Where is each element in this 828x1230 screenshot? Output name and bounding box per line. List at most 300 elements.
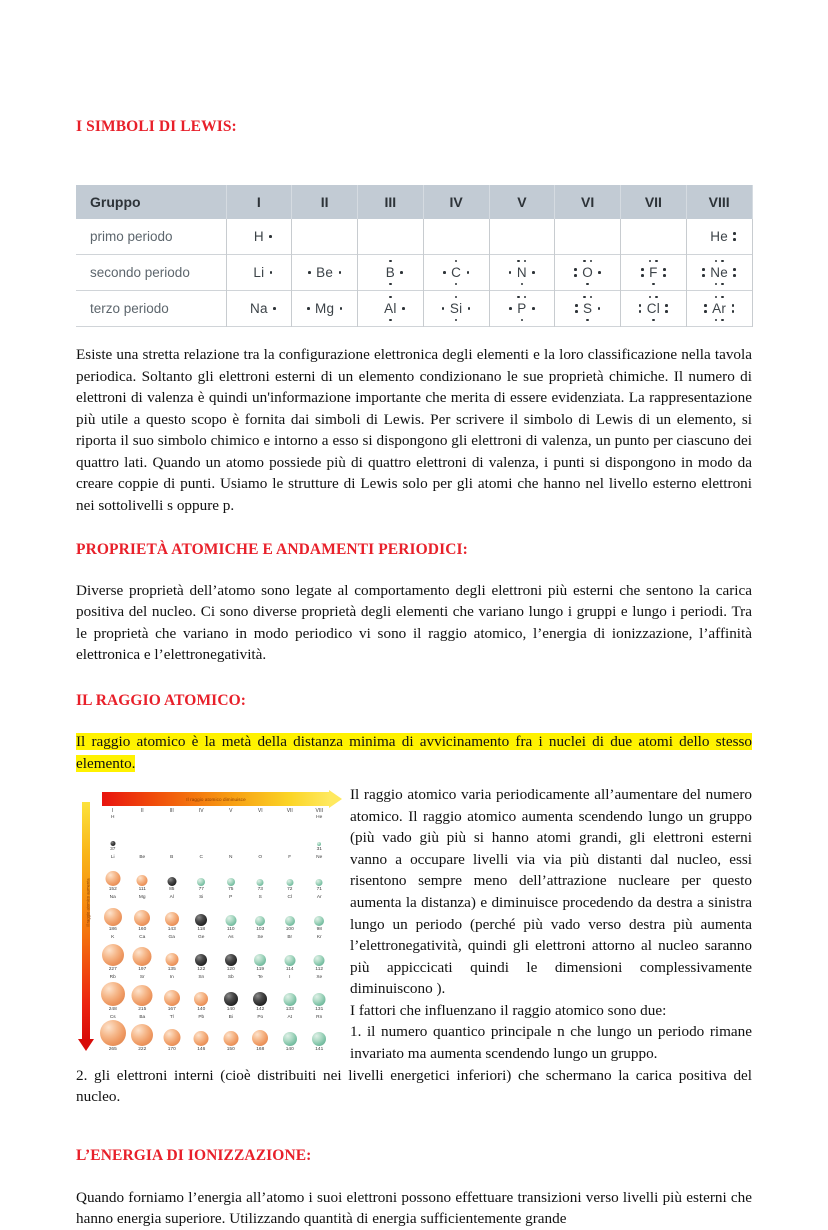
radius-periodic-grid: [98, 808, 334, 1054]
radius-element-symbol: Ga: [168, 935, 175, 941]
radius-sphere-holder: [305, 861, 335, 887]
lewis-cell: [621, 255, 687, 291]
radius-element-symbol: Ne: [316, 855, 323, 861]
radius-sphere: [102, 944, 124, 966]
radius-element-cell: [98, 895, 128, 934]
radius-sphere: [167, 877, 176, 886]
radius-sphere: [227, 878, 235, 886]
valence-electron-dot: [575, 310, 578, 313]
valence-electron-dot: [655, 296, 658, 299]
radius-sphere: [134, 910, 150, 926]
valence-electron-dot: [598, 307, 601, 310]
valence-electron-dot: [590, 260, 593, 263]
radius-element-cell: [305, 815, 335, 854]
valence-electron-dot: [455, 296, 458, 299]
lewis-cell: [686, 255, 752, 291]
lewis-symbol-h: [245, 223, 273, 251]
valence-electron-dot: [715, 319, 718, 322]
lewis-header-group-II: II: [292, 185, 358, 219]
radius-element-symbol: At: [287, 1015, 293, 1021]
section-title-radius: IL RAGGIO ATOMICO:: [76, 691, 247, 709]
radius-element-cell: [246, 975, 276, 1014]
lewis-symbol-mg: [306, 295, 343, 323]
radius-sphere: [285, 916, 295, 926]
radius-element-symbol: Cs: [109, 1015, 116, 1021]
radius-sphere: [283, 993, 296, 1006]
paragraph-radius-body-4: 2. gli elettroni interni (cioè distribuiti nei livelli energetici inferiori) che schermano la carica positiva del nucleo.: [76, 1066, 752, 1106]
valence-electron-dot: [307, 307, 310, 310]
valence-electron-dot: [583, 296, 586, 299]
radius-element-cell: [216, 975, 246, 1014]
lewis-cell: [423, 291, 489, 327]
radius-value: 133: [285, 1007, 294, 1013]
radius-sphere-holder: [187, 941, 217, 967]
valence-electron-dot: [704, 304, 707, 307]
radius-sphere-holder: [157, 861, 187, 887]
lewis-cell: [292, 291, 358, 327]
radius-element-cell: [187, 815, 217, 854]
valence-electron-dot: [583, 260, 586, 263]
radius-grid-row: [98, 815, 334, 854]
lewis-symbol-li: [244, 259, 273, 287]
paragraph-radius-body-3: 1. il numero quantico principale n che lungo un periodo rimane invariato ma aumenta scendendo lungo un gruppo.: [350, 1023, 752, 1063]
lewis-header-gruppo: Gruppo: [76, 185, 226, 219]
valence-electron-dot: [402, 307, 405, 310]
valence-electron-dot: [715, 283, 718, 286]
element-symbol: Ne: [710, 264, 729, 280]
radius-element-cell: [216, 895, 246, 934]
element-symbol: O: [582, 264, 594, 280]
radius-sphere-holder: [216, 1021, 246, 1047]
radius-increases-label: Il raggio atomico aumenta: [85, 878, 91, 927]
radius-element-cell: [187, 855, 217, 894]
valence-electron-dot: [270, 271, 273, 274]
radius-grid-rows: [98, 815, 334, 1054]
radius-element-symbol: Si: [199, 895, 204, 901]
radius-element-cell: [305, 975, 335, 1014]
lewis-cell: [226, 219, 292, 255]
valence-electron-dot: [721, 296, 724, 299]
radius-group-header: III: [169, 808, 174, 815]
paragraph-properties-body: Diverse proprietà dell’atomo sono legate al comportamento degli elettroni più esterni che sentono la carica positiva del nucleo. Ci sono diverse proprietà degli elementi che variano lungo i gruppi e lungo i periodi. Tra le proprietà che variano in modo periodico vi sono il raggio atomico, l’energia di ionizzazione, l’affinità elettronica e l’elettronegatività.: [76, 581, 752, 664]
radius-value: 265: [108, 1047, 117, 1053]
radius-element-symbol: Sb: [227, 975, 234, 981]
valence-electron-dot: [665, 304, 668, 307]
radius-increases-arrow: [82, 802, 90, 1040]
radius-value: [187, 847, 217, 854]
radius-element-symbol: Sr: [139, 975, 145, 981]
radius-sphere: [316, 879, 323, 886]
radius-value: 75: [228, 887, 234, 893]
radius-value: 197: [138, 967, 147, 973]
radius-element-symbol: Pb: [198, 1015, 205, 1021]
lewis-table-row: [76, 291, 752, 327]
radius-value: 37: [110, 847, 116, 853]
radius-sphere-holder: [246, 821, 276, 847]
radius-sphere: [284, 955, 295, 966]
valence-electron-dot: [521, 319, 524, 322]
section-title-properties: PROPRIETÀ ATOMICHE E ANDAMENTI PERIODICI:: [76, 540, 468, 558]
radius-sphere-holder: [275, 1021, 305, 1047]
radius-sphere-holder: [157, 901, 187, 927]
radius-sphere: [104, 908, 122, 926]
radius-sphere: [283, 1032, 297, 1046]
section-title-ionization: L’ENERGIA DI IONIZZAZIONE:: [76, 1146, 312, 1164]
radius-element-cell: [128, 815, 158, 854]
lewis-header-group-I: I: [226, 185, 292, 219]
radius-element-cell: [246, 1015, 276, 1054]
radius-value: 167: [167, 1007, 176, 1013]
valence-electron-dot: [702, 268, 705, 271]
valence-electron-dot: [733, 238, 736, 241]
radius-sphere-holder: [98, 941, 128, 967]
radius-value: [128, 847, 158, 854]
element-symbol: Si: [449, 300, 463, 316]
radius-element-symbol: Tl: [169, 1015, 174, 1021]
radius-value: 119: [256, 967, 265, 973]
radius-element-symbol: Na: [109, 895, 116, 901]
radius-element-cell: [128, 1015, 158, 1054]
radius-sphere-holder: [246, 901, 276, 927]
radius-element-cell: [187, 975, 217, 1014]
radius-value: 168: [256, 1047, 265, 1053]
lewis-cell: [489, 219, 555, 255]
radius-sphere: [105, 871, 120, 886]
valence-electron-dot: [389, 319, 392, 322]
valence-electron-dot: [532, 271, 535, 274]
valence-electron-dot: [733, 268, 736, 271]
radius-element-symbol: Ar: [316, 895, 322, 901]
lewis-symbol-cl: [638, 295, 669, 323]
radius-sphere: [163, 1029, 180, 1046]
element-symbol: B: [385, 264, 396, 280]
radius-sphere-holder: [98, 901, 128, 927]
radius-value: 72: [287, 887, 293, 893]
radius-element-cell: [275, 1015, 305, 1054]
lewis-symbol-he: [701, 223, 737, 251]
element-symbol: S: [582, 300, 593, 316]
radius-sphere-holder: [157, 821, 187, 847]
radius-element-symbol: Rn: [316, 1015, 323, 1021]
valence-electron-dot: [649, 260, 652, 263]
valence-electron-dot: [468, 307, 471, 310]
radius-element-cell: [246, 855, 276, 894]
radius-sphere: [110, 841, 115, 846]
valence-electron-dot: [455, 283, 458, 286]
lewis-cell: [621, 291, 687, 327]
lewis-cell: [555, 255, 621, 291]
element-symbol: C: [451, 264, 462, 280]
lewis-table-row: [76, 219, 752, 255]
valence-electron-dot: [442, 307, 445, 310]
radius-element-symbol: K: [111, 935, 115, 941]
radius-sphere: [131, 1024, 153, 1046]
valence-electron-dot: [574, 268, 577, 271]
radius-element-cell: [187, 895, 217, 934]
valence-electron-dot: [517, 296, 520, 299]
valence-electron-dot: [269, 235, 272, 238]
radius-sphere-holder: [216, 861, 246, 887]
valence-electron-dot: [652, 283, 655, 286]
lewis-symbols-table: [76, 185, 753, 327]
radius-value: 114: [285, 967, 294, 973]
lewis-table-row: [76, 255, 752, 291]
valence-electron-dot: [532, 307, 535, 310]
radius-sphere-holder: [305, 981, 335, 1007]
radius-group-header: II: [140, 808, 144, 815]
valence-electron-dot: [340, 307, 343, 310]
radius-sphere-holder: [157, 941, 187, 967]
valence-electron-dot: [652, 319, 655, 322]
radius-sphere-holder: [246, 981, 276, 1007]
lewis-symbol-s: [574, 295, 601, 323]
atomic-radius-figure: [76, 788, 338, 1060]
radius-value: 118: [197, 927, 206, 933]
radius-element-cell: [128, 895, 158, 934]
radius-grid-row: [98, 855, 334, 894]
valence-electron-dot: [389, 296, 392, 299]
radius-sphere-holder: [305, 1021, 335, 1047]
radius-element-cell: [275, 855, 305, 894]
valence-electron-dot: [575, 304, 578, 307]
valence-electron-dot: [733, 274, 736, 277]
valence-electron-dot: [649, 296, 652, 299]
valence-electron-dot: [733, 232, 736, 235]
radius-sphere-holder: [98, 1021, 128, 1047]
element-symbol: H: [253, 228, 264, 244]
radius-value: 160: [138, 927, 147, 933]
radius-sphere: [314, 916, 324, 926]
element-symbol: N: [516, 264, 527, 280]
lewis-cell: [292, 255, 358, 291]
lewis-symbol-p: [508, 295, 535, 323]
lewis-header-group-VII: VII: [621, 185, 687, 219]
radius-value: 135: [167, 967, 176, 973]
radius-element-symbol: Ge: [198, 935, 205, 941]
radius-element-cell: [305, 895, 335, 934]
radius-element-symbol: Sn: [198, 975, 205, 981]
radius-element-cell: [216, 935, 246, 974]
radius-value: 146: [197, 1047, 206, 1053]
valence-electron-dot: [521, 283, 524, 286]
valence-electron-dot: [455, 260, 458, 263]
valence-electron-dot: [273, 307, 276, 310]
radius-value: 215: [138, 1007, 147, 1013]
element-symbol: Ar: [712, 300, 727, 316]
lewis-symbol-b: [377, 259, 404, 287]
radius-element-cell: [98, 855, 128, 894]
element-symbol: Li: [253, 264, 265, 280]
lewis-cell: [226, 255, 292, 291]
radius-value: 222: [138, 1047, 147, 1053]
radius-value: 31: [316, 847, 322, 853]
radius-element-cell: [157, 1015, 187, 1054]
lewis-cell: [686, 291, 752, 327]
paragraph-radius-body-2: I fattori che influenzano il raggio atomico sono due:: [350, 1001, 667, 1019]
radius-group-header: VI: [257, 808, 263, 815]
lewis-cell: [292, 219, 358, 255]
element-symbol: P: [517, 300, 527, 316]
lewis-header-group-VI: VI: [555, 185, 621, 219]
valence-electron-dot: [389, 260, 392, 263]
element-symbol: He: [710, 228, 729, 244]
lewis-symbols-table-wrapper: [76, 185, 752, 327]
valence-electron-dot: [721, 260, 724, 263]
lewis-symbol-ne: [701, 259, 737, 287]
valence-electron-dot: [641, 268, 644, 271]
radius-element-symbol: N: [229, 855, 233, 861]
radius-element-symbol: B: [170, 855, 174, 861]
radius-value: [157, 847, 187, 854]
radius-element-cell: [275, 815, 305, 854]
radius-sphere: [317, 842, 321, 846]
radius-sphere-holder: [128, 941, 158, 967]
radius-element-cell: [305, 855, 335, 894]
radius-element-symbol: Po: [257, 1015, 264, 1021]
radius-value: [275, 847, 305, 854]
radius-element-cell: [128, 975, 158, 1014]
radius-value: 73: [257, 887, 263, 893]
radius-sphere: [164, 990, 180, 1006]
lewis-symbol-si: [441, 295, 472, 323]
valence-electron-dot: [715, 260, 718, 263]
radius-element-symbol: H: [111, 815, 115, 821]
radius-element-symbol: Bi: [228, 1015, 233, 1021]
radius-element-symbol: Li: [110, 855, 115, 861]
radius-value: 110: [226, 927, 235, 933]
radius-sphere: [224, 992, 238, 1006]
lewis-cell: [555, 291, 621, 327]
radius-sphere: [252, 1030, 268, 1046]
valence-electron-dot: [586, 283, 589, 286]
valence-electron-dot: [641, 274, 644, 277]
valence-electron-dot: [655, 260, 658, 263]
radius-value: 77: [198, 887, 204, 893]
radius-value: 248: [108, 1007, 117, 1013]
radius-value: 186: [108, 927, 117, 933]
radius-value: 170: [167, 1047, 176, 1053]
radius-element-symbol: Kr: [316, 935, 322, 941]
radius-element-cell: [246, 815, 276, 854]
radius-element-cell: [216, 855, 246, 894]
radius-group-header: V: [229, 808, 233, 815]
radius-value: 98: [316, 927, 322, 933]
radius-element-symbol: F: [288, 855, 292, 861]
radius-sphere: [194, 1031, 209, 1046]
radius-value: 120: [226, 967, 235, 973]
radius-element-symbol: Ca: [139, 935, 146, 941]
document-content: [76, 0, 752, 1230]
valence-electron-dot: [574, 274, 577, 277]
radius-sphere: [254, 954, 266, 966]
radius-value: [216, 847, 246, 854]
lewis-symbol-o: [573, 259, 602, 287]
radius-sphere: [101, 982, 125, 1006]
radius-sphere: [314, 955, 325, 966]
radius-sphere-holder: [275, 981, 305, 1007]
valence-electron-dot: [732, 310, 735, 313]
valence-electron-dot: [586, 319, 589, 322]
radius-sphere: [197, 878, 205, 886]
lewis-header-group-IV: IV: [423, 185, 489, 219]
radius-sphere-holder: [275, 941, 305, 967]
element-symbol: Cl: [646, 300, 661, 316]
radius-element-cell: [157, 855, 187, 894]
radius-sphere-holder: [98, 821, 128, 847]
radius-sphere: [312, 1032, 326, 1046]
radius-sphere-holder: [128, 981, 158, 1007]
radius-sphere: [286, 879, 293, 886]
radius-sphere: [253, 992, 267, 1006]
radius-element-cell: [157, 895, 187, 934]
radius-value: 112: [315, 967, 324, 973]
radius-group-header: VIII: [315, 808, 323, 815]
valence-electron-dot: [732, 304, 735, 307]
valence-electron-dot: [524, 260, 527, 263]
radius-sphere-holder: [187, 821, 217, 847]
radius-sphere: [165, 912, 179, 926]
lewis-cell: [423, 219, 489, 255]
radius-value: 140: [226, 1007, 235, 1013]
radius-value: 111: [138, 887, 146, 893]
lewis-header-group-VIII: VIII: [686, 185, 752, 219]
lewis-cell: [686, 219, 752, 255]
radius-value: 150: [226, 1047, 235, 1053]
radius-value: 85: [169, 887, 175, 893]
radius-grid-row: [98, 935, 334, 974]
radius-sphere-holder: [275, 861, 305, 887]
radius-sphere-holder: [157, 1021, 187, 1047]
valence-electron-dot: [639, 310, 642, 313]
radius-grid-row: [98, 895, 334, 934]
valence-electron-dot: [443, 271, 446, 274]
lewis-cell: [555, 219, 621, 255]
radius-element-cell: [157, 815, 187, 854]
valence-electron-dot: [389, 283, 392, 286]
valence-electron-dot: [590, 296, 593, 299]
radius-sphere: [100, 1020, 126, 1046]
radius-figure-block: [76, 784, 752, 1108]
radius-element-symbol: Se: [257, 935, 264, 941]
lewis-row-label: terzo periodo: [76, 291, 226, 327]
lewis-symbol-al: [375, 295, 406, 323]
radius-value: [246, 847, 276, 854]
lewis-cell: [226, 291, 292, 327]
radius-decreases-arrow: [102, 792, 330, 806]
radius-value: 141: [315, 1047, 324, 1053]
radius-element-cell: [305, 1015, 335, 1054]
radius-grid-header: [98, 808, 334, 814]
radius-sphere: [137, 875, 148, 886]
radius-decreases-label: Il raggio atomico diminuisce: [186, 796, 246, 802]
lewis-symbol-f: [640, 259, 667, 287]
radius-sphere-holder: [98, 981, 128, 1007]
element-symbol: Mg: [314, 300, 335, 316]
radius-value: 152: [108, 887, 117, 893]
radius-group-header: I: [112, 808, 114, 815]
lewis-header-group-III: III: [358, 185, 424, 219]
lewis-symbol-n: [508, 259, 536, 287]
radius-sphere: [165, 953, 178, 966]
radius-sphere: [225, 954, 237, 966]
lewis-symbol-c: [442, 259, 470, 287]
radius-element-cell: [246, 935, 276, 974]
radius-element-symbol: P: [229, 895, 233, 901]
element-symbol: Na: [249, 300, 268, 316]
valence-electron-dot: [639, 304, 642, 307]
radius-sphere: [195, 914, 207, 926]
radius-element-cell: [98, 975, 128, 1014]
